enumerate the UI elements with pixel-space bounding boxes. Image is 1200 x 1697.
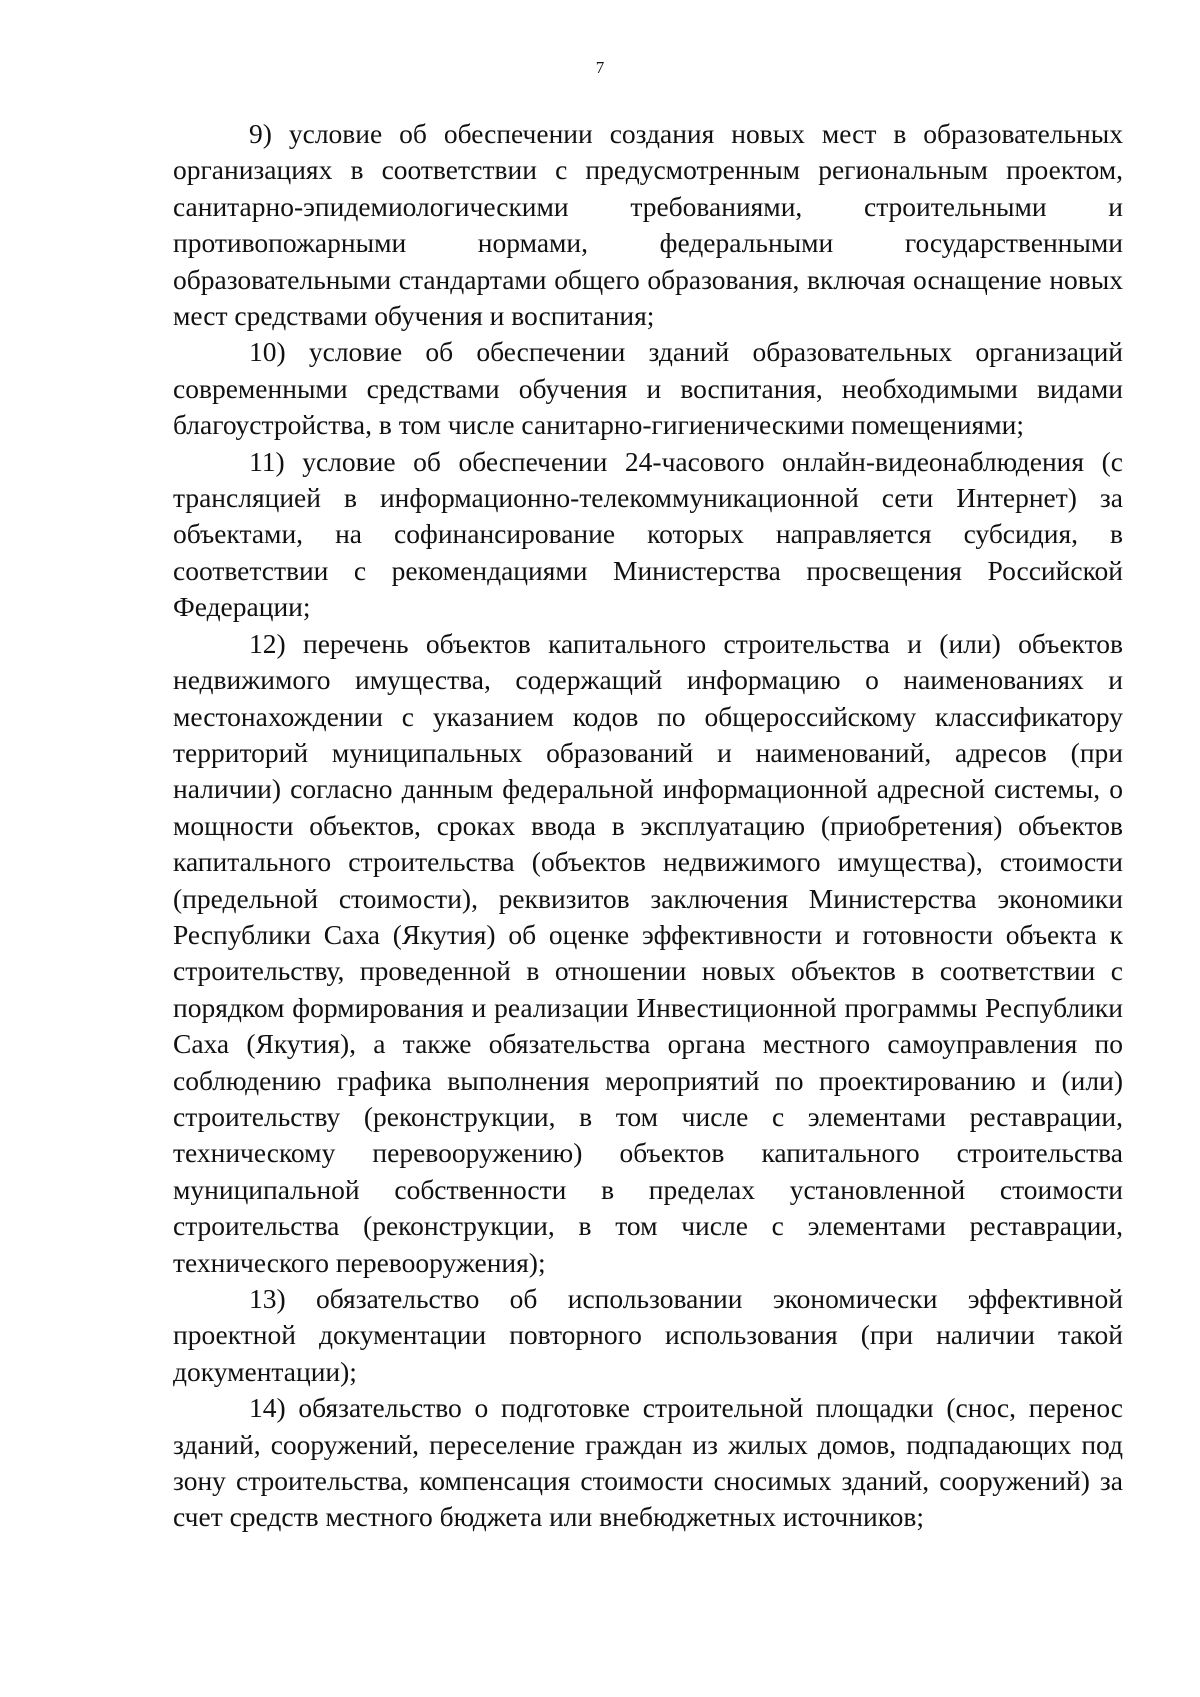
paragraph-item-14: 14) обязательство о подготовке строительной площадки (снос, перенос зданий, сооружений, переселение граждан из жилых домов, подпадающих под зону строительства, компенсация стоимости сносимых зданий, сооружений) за счет средств местного бюджета или внебюджетных источников; <box>173 1392 1123 1533</box>
paragraph-item-13: 13) обязательство об использовании экономически эффективной проектной документации повторного использования (при наличии такой документации); <box>173 1283 1123 1387</box>
paragraph-item-12: 12) перечень объектов капитального строительства и (или) объектов недвижимого имущества, содержащий информацию о наименованиях и местонахождении с указанием кодов по общероссийскому классификатору территорий муниципальных образований и наименований, адресов (при наличии) согласно данным федеральной информационной адресной системы, о мощности объектов, сроках ввода в эксплуатацию (приобретения) объектов капитального строительства (объектов недвижимого имущества), стоимости (предельной стоимости), реквизитов заключения Министерства экономики Республики Саха (Якутия) об оценке эффективности и готовности объекта к строительству, проведенной в отношении новых объектов в соответствии с порядком формирования и реализации Инвестиционной программы Республики Саха (Якутия), а также обязательства органа местного самоуправления по соблюдению графика выполнения мероприятий по проектированию и (или) строительству (реконструкции, в том числе с элементами реставрации, техническому перевооружению) объектов капитального строительства муниципальной собственности в пределах установленной стоимости строительства (реконструкции, в том числе с элементами реставрации, технического перевооружения); <box>173 627 1123 1278</box>
paragraph-item-9: 9) условие об обеспечении создания новых мест в образовательных организациях в соответствии с предусмотренным региональным проектом, санитарно-эпидемиологическими требованиями, строительными и противопожарными нормами, федеральными государственными образовательными стандартами общего образования, включая оснащение новых мест средствами обучения и воспитания; <box>173 118 1123 332</box>
paragraph-item-11: 11) условие об обеспечении 24-часового онлайн-видеонаблюдения (с трансляцией в информационно-телекоммуникационной сети Интернет) за объектами, на софинансирование которых направляется субсидия, в соответствии с рекомендациями Министерства просвещения Российской Федерации; <box>173 445 1123 623</box>
page-number: 7 <box>595 58 605 77</box>
document-body <box>173 116 1123 1536</box>
paragraph-item-10: 10) условие об обеспечении зданий образовательных организаций современными средствами обучения и воспитания, необходимыми видами благоустройства, в том числе санитарно-гигиеническими помещениями; <box>173 336 1123 441</box>
